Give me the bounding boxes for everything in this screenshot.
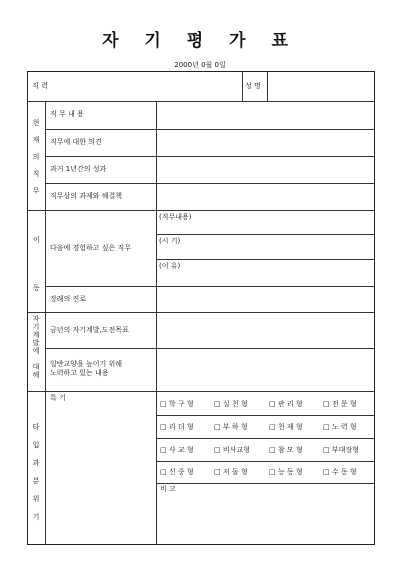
type-checkbox-manager[interactable]: □ 관 리 형 bbox=[269, 400, 303, 408]
column-divider bbox=[45, 101, 46, 544]
row-divider bbox=[28, 312, 374, 313]
column-divider bbox=[267, 72, 268, 101]
row-divider bbox=[45, 348, 374, 349]
row-divider bbox=[28, 391, 374, 392]
type-checkbox-leader[interactable]: □ 리 더 형 bbox=[160, 423, 194, 431]
current-job-side-label: 현 재 의 직 무 bbox=[32, 119, 40, 195]
name-label: 성 명 bbox=[245, 82, 261, 90]
type-checkbox-expert[interactable]: □ 전 문 형 bbox=[323, 400, 357, 408]
row-divider bbox=[45, 183, 374, 184]
type-checkbox-cautious[interactable]: □ 신 중 형 bbox=[160, 468, 194, 476]
row-divider bbox=[156, 259, 374, 260]
type-checkbox-hardworking[interactable]: □ 노 력 형 bbox=[323, 423, 357, 431]
row-divider bbox=[45, 286, 374, 287]
job-content-label: 직 무 내 용 bbox=[50, 110, 84, 118]
row-divider bbox=[45, 156, 374, 157]
special-skills-label: 특 기 bbox=[50, 394, 66, 402]
type-checkbox-reckless[interactable]: □ 저 돌 형 bbox=[214, 468, 248, 476]
row-divider bbox=[156, 438, 374, 439]
desired-job-content-field: (직무내용) bbox=[159, 213, 192, 221]
row-divider bbox=[156, 234, 374, 235]
general-culture-label-line2: 노력하고 있는 내용 bbox=[50, 369, 109, 377]
type-checkbox-subordinate[interactable]: □ 부 하 형 bbox=[214, 423, 248, 431]
row-divider bbox=[156, 461, 374, 462]
page-title: 자 기 평 가 표 bbox=[102, 31, 298, 51]
position-label: 직 력 bbox=[32, 82, 48, 90]
transfer-side-top: 이 bbox=[33, 236, 40, 244]
remarks-label: 비 고 bbox=[160, 485, 176, 493]
desired-job-reason-field: (이 유) bbox=[159, 262, 181, 270]
self-evaluation-form bbox=[27, 71, 375, 545]
type-checkbox-advisor[interactable]: □ 참 모 형 bbox=[269, 446, 303, 454]
type-checkbox-deputy[interactable]: □ 부대장형 bbox=[323, 446, 359, 454]
row-divider bbox=[45, 129, 374, 130]
job-opinion-label: 직무에 대한 의견 bbox=[50, 138, 102, 146]
type-checkbox-practical[interactable]: □ 실 천 형 bbox=[214, 400, 248, 408]
column-divider bbox=[242, 72, 243, 101]
self-dev-side-label: 자 기 계 발 에 대 해 bbox=[32, 315, 40, 379]
row-divider bbox=[28, 210, 374, 211]
type-side-label: 타 입 과 분 위 기 bbox=[32, 423, 40, 521]
type-checkbox-passive[interactable]: □ 수 동 형 bbox=[323, 468, 357, 476]
job-tasks-label: 직무상의 과제와 해결책 bbox=[50, 192, 123, 200]
type-checkbox-sociable[interactable]: □ 사 교 형 bbox=[160, 446, 194, 454]
row-divider bbox=[156, 483, 374, 484]
desired-job-timing-field: (시 기) bbox=[159, 237, 181, 245]
form-date: 2000년 0월 0일 bbox=[174, 61, 226, 69]
type-checkbox-genius[interactable]: □ 천 재 형 bbox=[269, 423, 303, 431]
type-checkbox-studious[interactable]: □ 학 구 형 bbox=[160, 400, 194, 408]
transfer-side-bottom: 동 bbox=[33, 284, 40, 292]
annual-goal-label: 금년의 자기계발,도전목표 bbox=[50, 326, 129, 334]
type-checkbox-active[interactable]: □ 능 동 형 bbox=[269, 468, 303, 476]
desired-job-label: 다음에 경험하고 싶은 직무 bbox=[50, 244, 132, 252]
type-checkbox-unsociable[interactable]: □ 비사교형 bbox=[214, 446, 250, 454]
row-divider bbox=[28, 101, 374, 102]
general-culture-label-line1: 일반교양을 높이기 위해 bbox=[50, 360, 123, 368]
future-career-label: 장래의 진로 bbox=[50, 295, 87, 303]
row-divider bbox=[156, 415, 374, 416]
past-year-results-label: 과거 1년간의 성과 bbox=[50, 165, 107, 173]
column-divider bbox=[156, 101, 157, 544]
